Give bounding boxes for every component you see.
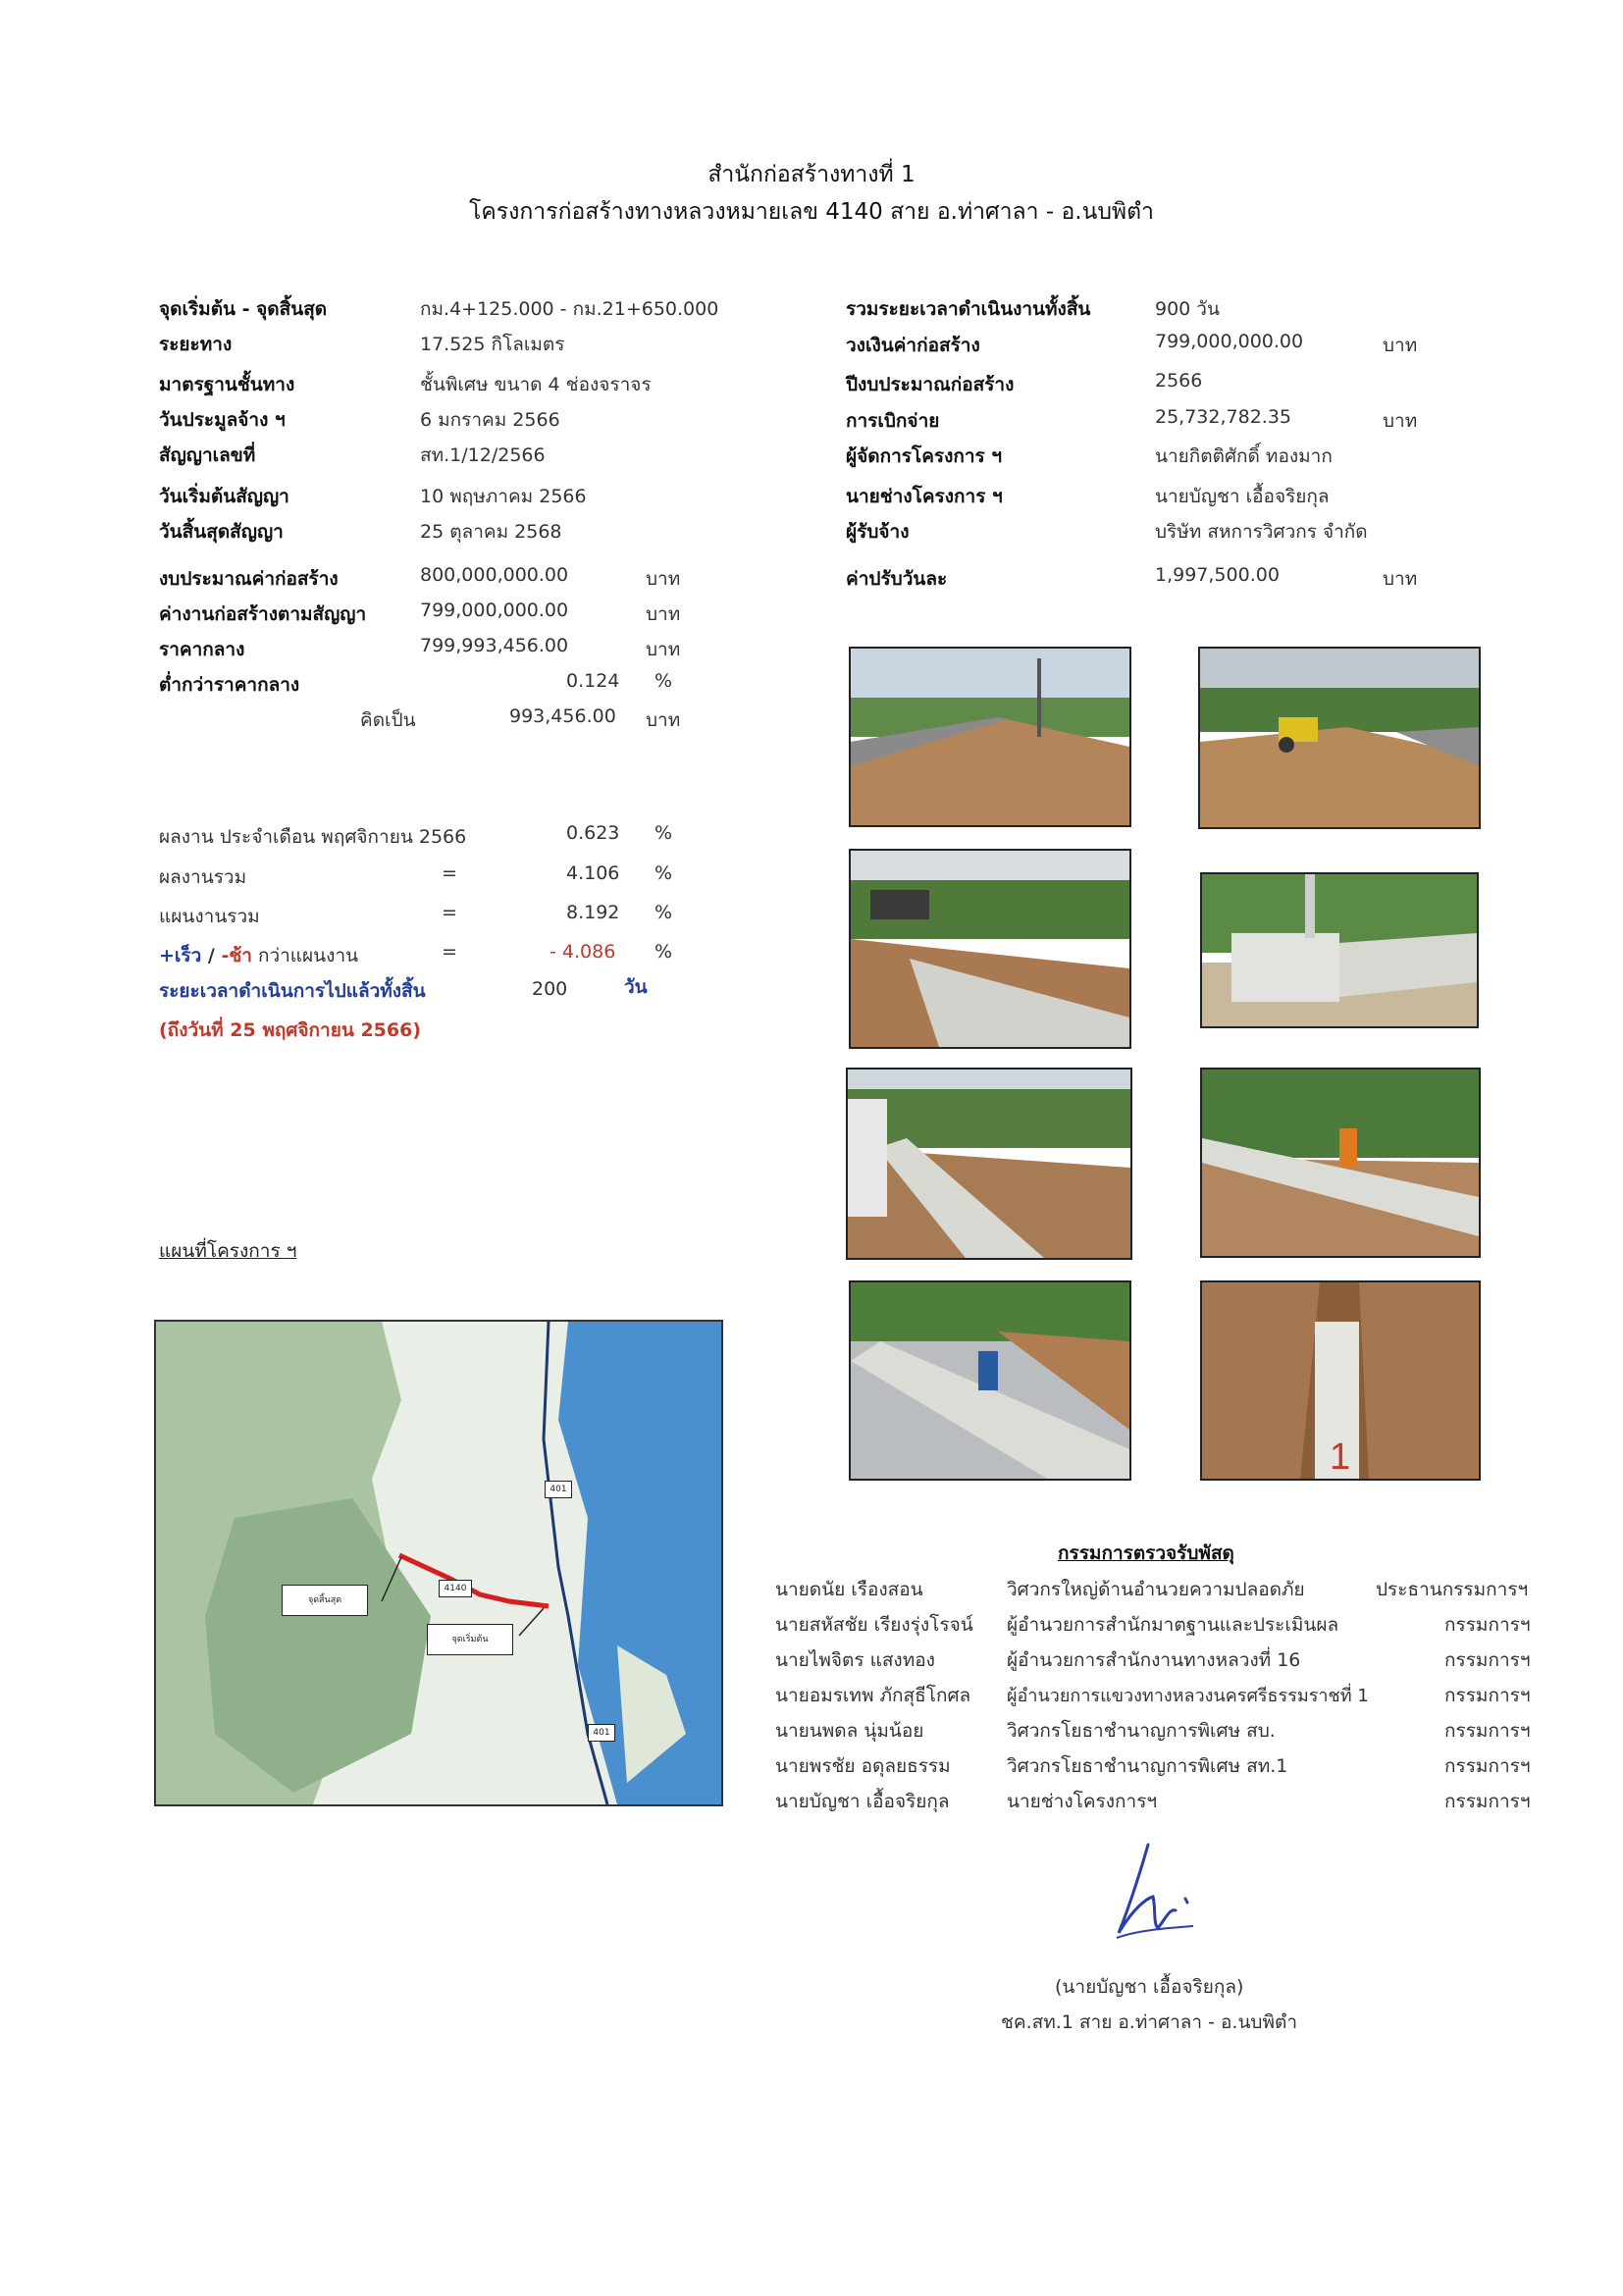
contract-value-unit: บาท (646, 603, 681, 625)
plan-total-label: แผนงานรวม (159, 906, 260, 927)
equivalent-unit: บาท (646, 709, 681, 731)
contract-value-value: 799,000,000.00 (420, 600, 569, 621)
median-price-unit: บาท (646, 639, 681, 660)
budget-value: 800,000,000.00 (420, 564, 569, 586)
plan-total-value: 8.192 (566, 902, 620, 923)
total-progress-label: ผลงานรวม (159, 866, 247, 888)
site-photo-1 (849, 647, 1131, 827)
below-median-unit: % (654, 670, 673, 692)
committee-name: นายไพจิตร แสงทอง (775, 1649, 935, 1671)
site-photo-2 (1198, 647, 1481, 829)
committee-role: กรรมการฯ (1444, 1685, 1531, 1706)
disbursement-label: การเบิกจ่าย (846, 410, 940, 432)
committee-position: วิศวกรโยธาชำนาญการพิเศษ สบ. (1007, 1720, 1276, 1742)
road-standard-value: ชั้นพิเศษ ขนาด 4 ช่องจราจร (420, 374, 652, 395)
ahead-behind-unit: % (654, 941, 673, 963)
daily-fine-value: 1,997,500.00 (1155, 564, 1280, 586)
equivalent-label: คิดเป็น (360, 709, 416, 731)
start-end-label: จุดเริ่มต้น - จุดสิ้นสุด (159, 298, 328, 320)
signature-mark (1099, 1840, 1207, 1948)
elapsed-value: 200 (532, 978, 568, 1000)
committee-role: กรรมการฯ (1444, 1614, 1531, 1636)
committee-position: วิศวกรโยธาชำนาญการพิเศษ สท.1 (1007, 1755, 1288, 1777)
site-photo-7 (849, 1280, 1131, 1481)
monthly-progress-value: 0.623 (566, 822, 620, 844)
site-photo-4 (1200, 872, 1479, 1028)
auction-date-value: 6 มกราคม 2566 (420, 409, 560, 431)
disbursement-unit: บาท (1383, 410, 1418, 432)
below-median-value: 0.124 (566, 670, 620, 692)
distance-label: ระยะทาง (159, 334, 233, 355)
committee-role: ประธานกรรมการฯ (1376, 1579, 1529, 1600)
ahead-behind-label (159, 941, 358, 970)
contract-end-label: วันสิ้นสุดสัญญา (159, 521, 284, 543)
elapsed-unit: วัน (624, 976, 648, 998)
contract-start-value: 10 พฤษภาคม 2566 (420, 486, 587, 507)
project-map (154, 1320, 723, 1806)
auction-date-label: วันประมูลจ้าง ฯ (159, 409, 286, 431)
project-engineer-label: นายช่างโครงการ ฯ (846, 486, 1003, 507)
project-engineer-value: นายบัญชา เอื้อจริยกุล (1155, 486, 1330, 507)
construction-budget-unit: บาท (1383, 335, 1418, 356)
svg-text:1: 1 (1330, 1436, 1351, 1478)
project-manager-value: นายกิตติศักดิ์ ทองมาก (1155, 445, 1333, 467)
ahead-behind-value: - 4.086 (550, 941, 616, 963)
committee-position: ผู้อำนวยการสำนักงานทางหลวงที่ 16 (1007, 1649, 1301, 1671)
contract-end-value: 25 ตุลาคม 2568 (420, 521, 562, 543)
site-photo-3 (849, 849, 1131, 1049)
signer-position: ชค.สท.1 สาย อ.ท่าศาลา - อ.นบพิตำ (1001, 2011, 1298, 2033)
route-401-shield-south: 401 (588, 1724, 615, 1742)
contract-no-label: สัญญาเลขที่ (159, 444, 256, 466)
road-standard-label: มาตรฐานชั้นทาง (159, 374, 295, 395)
site-photo-6 (1200, 1068, 1481, 1258)
median-price-label: ราคากลาง (159, 639, 245, 660)
committee-position: นายช่างโครงการฯ (1007, 1791, 1158, 1812)
equivalent-value: 993,456.00 (509, 705, 616, 727)
route-4140-shield: 4140 (439, 1580, 472, 1597)
elapsed-label: ระยะเวลาดำเนินการไปแล้วทั้งสิ้น (159, 980, 426, 1002)
total-duration-label: รวมระยะเวลาดำเนินงานทั้งสิ้น (846, 298, 1091, 320)
construction-budget-value: 799,000,000.00 (1155, 331, 1304, 352)
map-title: แผนที่โครงการ ฯ (159, 1240, 297, 1262)
contractor-label: ผู้รับจ้าง (846, 521, 910, 543)
ahead-behind-eq: = (442, 941, 457, 963)
behind-text: -ช้า (221, 945, 252, 966)
start-end-value: กม.4+125.000 - กม.21+650.000 (420, 298, 719, 320)
committee-name: นายอมรเทพ ภักสุธีโกศล (775, 1685, 971, 1706)
total-progress-value: 4.106 (566, 862, 620, 884)
plan-total-unit: % (654, 902, 673, 923)
committee-name: นายดนัย เรืองสอน (775, 1579, 923, 1600)
committee-name: นายนพดล นุ่มน้อย (775, 1720, 924, 1742)
site-photo-5 (846, 1068, 1132, 1260)
committee-name: นายบัญชา เอื้อจริยกุล (775, 1791, 950, 1812)
fiscal-year-label: ปีงบประมาณก่อสร้าง (846, 374, 1015, 395)
signer-name: (นายบัญชา เอื้อจริยกุล) (1055, 1976, 1244, 1998)
monthly-progress-unit: % (654, 822, 673, 844)
project-title: โครงการก่อสร้างทางหลวงหมายเลข 4140 สาย อ.ท่าศาลา - อ.นบพิตำ (469, 199, 1154, 225)
fiscal-year-value: 2566 (1155, 370, 1203, 391)
map-graphic (156, 1322, 721, 1804)
map-start-label: จุดเริ่มต้น (427, 1624, 513, 1655)
plan-total-eq: = (442, 902, 457, 923)
total-progress-eq: = (442, 862, 457, 884)
committee-position: ผู้อำนวยการสำนักมาตฐานและประเมินผล (1007, 1614, 1339, 1636)
site-photo-8 (1200, 1280, 1481, 1481)
total-progress-unit: % (654, 862, 673, 884)
office-title: สำนักก่อสร้างทางที่ 1 (707, 162, 916, 187)
monthly-progress-label: ผลงาน ประจำเดือน พฤศจิกายน 2566 (159, 826, 467, 848)
as-of-date: (ถึงวันที่ 25 พฤศจิกายน 2566) (159, 1019, 422, 1041)
route-401-shield-north: 401 (545, 1481, 572, 1498)
daily-fine-unit: บาท (1383, 568, 1418, 590)
budget-label: งบประมาณค่าก่อสร้าง (159, 568, 339, 590)
committee-name: นายพรชัย อดุลยธรรม (775, 1755, 951, 1777)
distance-value: 17.525 กิโลเมตร (420, 334, 565, 355)
committee-role: กรรมการฯ (1444, 1649, 1531, 1671)
ahead-text: +เร็ว (159, 945, 202, 966)
disbursement-value: 25,732,782.35 (1155, 406, 1292, 428)
project-manager-label: ผู้จัดการโครงการ ฯ (846, 445, 1003, 467)
committee-role: กรรมการฯ (1444, 1791, 1531, 1812)
budget-unit: บาท (646, 568, 681, 590)
map-end-label: จุดสิ้นสุด (282, 1585, 368, 1616)
contract-value-label: ค่างานก่อสร้างตามสัญญา (159, 603, 367, 625)
contractor-value: บริษัท สหการวิศวกร จำกัด (1155, 521, 1368, 543)
contract-no-value: สท.1/12/2566 (420, 444, 546, 466)
median-price-value: 799,993,456.00 (420, 635, 569, 656)
ahead-behind-rest: กว่าแผนงาน (251, 945, 359, 966)
committee-role: กรรมการฯ (1444, 1720, 1531, 1742)
below-median-label: ต่ำกว่าราคากลาง (159, 674, 300, 696)
construction-budget-label: วงเงินค่าก่อสร้าง (846, 335, 980, 356)
committee-name: นายสหัสชัย เรียงรุ่งโรจน์ (775, 1614, 973, 1636)
committee-position: ผู้อำนวยการแขวงทางหลวงนครศรีธรรมราชที่ 1 (1007, 1686, 1369, 1706)
contract-start-label: วันเริ่มต้นสัญญา (159, 486, 289, 507)
total-duration-value: 900 วัน (1155, 298, 1220, 320)
daily-fine-label: ค่าปรับวันละ (846, 568, 948, 590)
committee-position: วิศวกรใหญ่ด้านอำนวยความปลอดภัย (1007, 1579, 1305, 1600)
committee-role: กรรมการฯ (1444, 1755, 1531, 1777)
ahead-behind-sep: / (201, 945, 222, 966)
committee-title: กรรมการตรวจรับพัสดุ (1058, 1542, 1234, 1564)
